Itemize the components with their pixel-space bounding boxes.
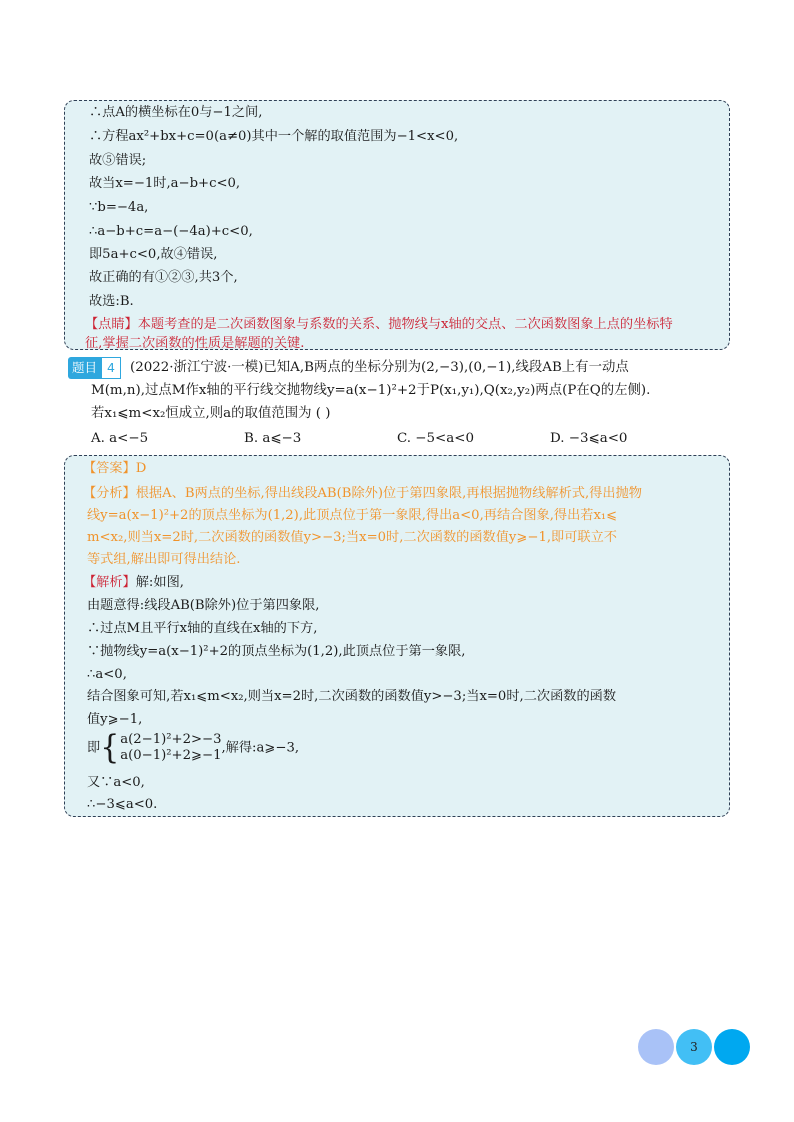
- solution-line: ∴a−b+c=a−(−4a)+c<0,: [89, 224, 253, 239]
- question-line-3: 若x₁⩽m<x₂恒成立,则a的取值范围为 ( ): [91, 406, 331, 421]
- system-line-2: a(0−1)²+2⩾−1: [120, 748, 222, 763]
- solution-box-previous: [64, 100, 730, 350]
- solution-line: ∵b=−4a,: [89, 200, 149, 215]
- analysis-line-2: 线y=a(x−1)²+2的顶点坐标为(1,2),此顶点位于第一象限,得出a<0,再结合图象,得出若x₁⩽: [87, 508, 618, 523]
- solution-line: ∴a<0,: [87, 667, 127, 682]
- solution-line: ∴方程ax²+bx+c=0(a≠0)其中一个解的取值范围为−1<x<0,: [89, 129, 459, 144]
- solution-line: ∵抛物线y=a(x−1)²+2的顶点坐标为(1,2),此顶点位于第一象限,: [87, 644, 466, 659]
- solution-line: 又∵a<0,: [87, 775, 145, 790]
- analysis-line-4: 等式组,解出即可得出结论.: [87, 552, 241, 567]
- solution-line: 由题意得:线段AB(B除外)位于第四象限,: [87, 598, 320, 613]
- solution-line: 故正确的有①②③,共3个,: [89, 270, 238, 285]
- comment-line-1: [85, 316, 673, 334]
- solution-line: ∴−3⩽a<0.: [87, 797, 158, 812]
- brace-icon: {: [100, 728, 120, 767]
- solution-line: 值y⩾−1,: [87, 712, 143, 727]
- comment-tag: 【点睛】: [85, 317, 138, 332]
- solution-text: 解:如图,: [135, 575, 184, 590]
- analysis-line-1: [83, 485, 642, 503]
- page-number: 3: [690, 1040, 698, 1054]
- solution-line: ∴过点M且平行x轴的直线在x轴的下方,: [87, 621, 318, 636]
- question-number: 4: [101, 357, 121, 379]
- question-line-1: (2022·浙江宁波·一模)已知A,B两点的坐标分别为(2,−3),(0,−1),线段AB上有一动点: [130, 360, 629, 375]
- option-d: D. −3⩽a<0: [550, 431, 628, 446]
- option-b: B. a⩽−3: [244, 431, 302, 446]
- analysis-tag: 【分析】: [83, 486, 136, 501]
- solution-line: 结合图象可知,若x₁⩽m<x₂,则当x=2时,二次函数的函数值y>−3;当x=0时,二次函数的函数: [87, 689, 617, 704]
- question-label-text: 题目: [68, 357, 101, 379]
- system-line-1: a(2−1)²+2>−3: [120, 732, 222, 747]
- system-prefix: 即: [87, 740, 101, 756]
- comment-line-2: 征,掌握二次函数的性质是解题的关键.: [85, 336, 305, 351]
- question-line-2: M(m,n),过点M作x轴的平行线交抛物线y=a(x−1)²+2于P(x₁,y₁),Q(x₂,y₂)两点(P在Q的左侧).: [91, 383, 651, 398]
- system-lines: [120, 732, 221, 764]
- comment-text: 本题考查的是二次函数图象与系数的关系、抛物线与x轴的交点、二次函数图象上点的坐标特: [137, 317, 673, 332]
- option-a: A. a<−5: [91, 431, 149, 446]
- solution-tag: 【解析】: [83, 575, 136, 590]
- system-suffix: ,解得:a⩾−3,: [221, 740, 300, 756]
- solution-first-line: [83, 574, 184, 592]
- question-label: [68, 357, 124, 379]
- page-indicator: [638, 1029, 750, 1065]
- solution-line: 故当x=−1时,a−b+c<0,: [89, 176, 241, 191]
- solution-line: 即5a+c<0,故④错误,: [89, 247, 218, 262]
- solution-line: ∴点A的横坐标在0与−1之间,: [89, 105, 263, 120]
- option-c: C. −5<a<0: [397, 431, 474, 446]
- answer-line: 【答案】D: [83, 461, 147, 476]
- solution-line: 故选:B.: [89, 294, 134, 309]
- inequality-system: [87, 728, 300, 767]
- solution-line: 故⑤错误;: [89, 153, 147, 168]
- answer-box: [64, 455, 730, 817]
- analysis-text: 根据A、B两点的坐标,得出线段AB(B除外)位于第四象限,再根据抛物线解析式,得出抛物: [135, 486, 642, 501]
- page-dot-right: [714, 1029, 750, 1065]
- page-dot-left: [638, 1029, 674, 1065]
- analysis-line-3: m<x₂,则当x=2时,二次函数的函数值y>−3;当x=0时,二次函数的函数值y⩾−1,即可联立不: [87, 530, 617, 545]
